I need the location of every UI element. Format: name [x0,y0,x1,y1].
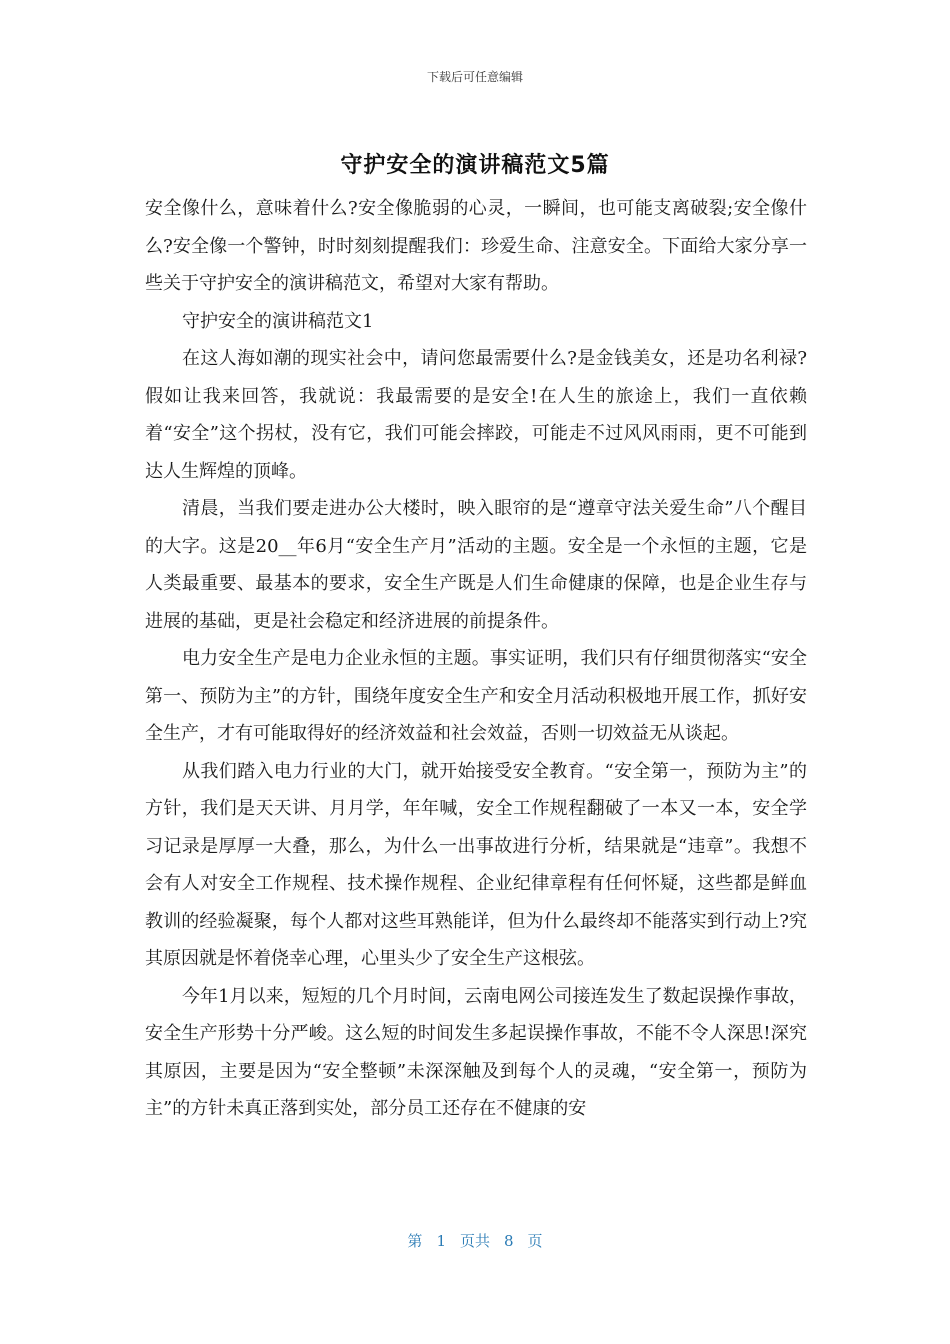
paragraph: 从我们踏入电力行业的大门，就开始接受安全教育。“安全第一，预防为主”的方针，我们是天天讲、月月学，年年喊，安全工作规程翻破了一本又一本，安全学习记录是厚厚一大叠，那么，为什么一出事故进行分析，结果就是“违章”。我想不会有人对安全工作规程、技术操作规程、企业纪律章程有任何怀疑，这些都是鲜血教训的经验凝聚，每个人都对这些耳熟能详，但为什么最终却不能落实到行动上?究其原因就是怀着侥幸心理，心里头少了安全生产这根弦。 [145,760,807,969]
paragraph: 在这人海如潮的现实社会中，请问您最需要什么?是金钱美女，还是功名利禄?假如让我来回答，我就说：我最需要的是安全!在人生的旅途上，我们一直依赖着“安全”这个拐杖，没有它，我们可能会摔跤，可能走不过风风雨雨，更不可能到达人生辉煌的顶峰。 [145,348,807,482]
page-footer [0,1230,950,1251]
section-heading: 守护安全的演讲稿范文1 [182,310,374,332]
total-pages-number: 8 [504,1232,514,1250]
footer-suffix: 页 [527,1232,543,1250]
footer-prefix: 第 [407,1232,423,1250]
paragraph: 电力安全生产是电力企业永恒的主题。事实证明，我们只有仔细贯彻落实“安全第一、预防为主”的方针，围绕年度安全生产和安全月活动积极地开展工作，抓好安全生产，才有可能取得好的经济效益和社会效益，否则一切效益无从谈起。 [145,648,807,744]
paragraph: 清晨，当我们要走进办公大楼时，映入眼帘的是“遵章守法关爱生命”八个醒目的大字。这是20__年6月“安全生产月”活动的主题。安全是一个永恒的主题，它是人类最重要、最基本的要求，安全生产既是人们生命健康的保障，也是企业生存与进展的基础，更是社会稳定和经济进展的前提条件。 [145,498,807,632]
document-body [145,190,807,1128]
header-note: 下载后可任意编辑 [426,70,523,84]
footer-middle: 页共 [459,1232,490,1250]
paragraph-intro: 安全像什么，意味着什么?安全像脆弱的心灵，一瞬间，也可能支离破裂;安全像什么?安全像一个警钟，时时刻刻提醒我们：珍爱生命、注意安全。下面给大家分享一些关于守护安全的演讲稿范文，希望对大家有帮助。 [145,198,807,294]
document-title: 守护安全的演讲稿范文5篇 [340,153,610,178]
current-page-number: 1 [436,1232,446,1250]
paragraph: 今年1月以来，短短的几个月时间，云南电网公司接连发生了数起误操作事故，安全生产形势十分严峻。这么短的时间发生多起误操作事故，不能不令人深思!深究其原因，主要是因为“安全整顿”未深深触及到每个人的灵魂，“安全第一，预防为主”的方针未真正落到实处，部分员工还存在不健康的安 [145,985,807,1119]
